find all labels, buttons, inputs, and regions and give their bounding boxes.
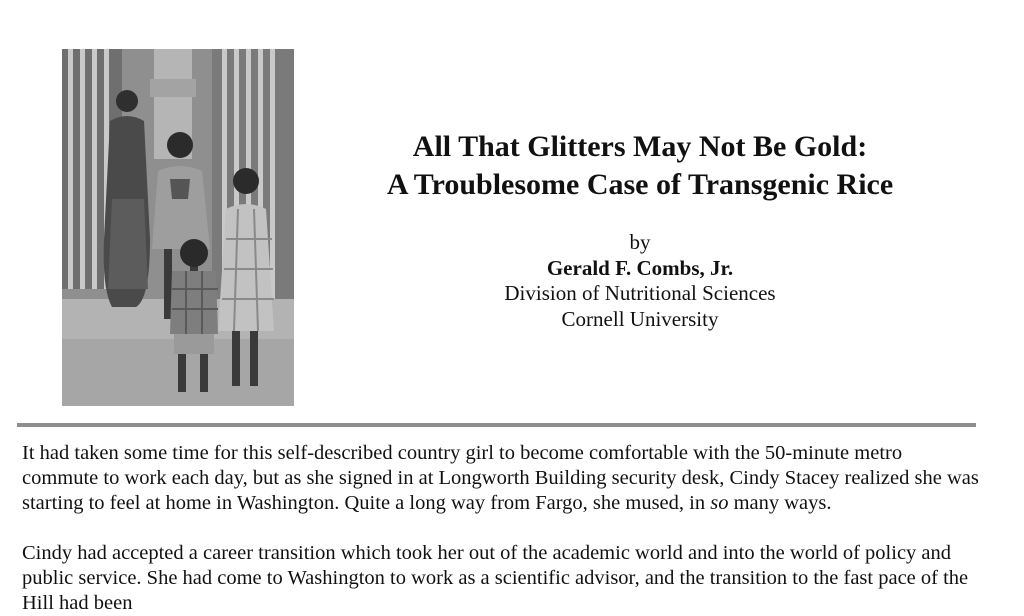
title-block: [330, 128, 950, 204]
family-photo: [62, 49, 294, 406]
byline: [330, 230, 950, 332]
family-photo-icon: [62, 49, 294, 406]
title-line-2: A Troublesome Case of Transgenic Rice: [386, 168, 894, 201]
title-line-1: All That Glitters May Not Be Gold:: [412, 130, 868, 163]
body-text: [22, 441, 982, 616]
horizontal-divider: [17, 423, 976, 427]
paragraph-1-start: It had taken some time for this self-described country girl to become comfortable with the 50-minute metro commute to work each day, but as she signed in at Longworth Building security desk, Cindy Stacey realized she was starting to feel at home in Washington. Quite a long way from Fargo, she mused, in: [22, 442, 979, 514]
author-department: Division of Nutritional Sciences: [504, 281, 776, 305]
paragraph-1-end: many ways.: [728, 492, 832, 514]
paragraph-1: [22, 441, 982, 516]
byline-by: by: [629, 230, 651, 254]
paragraph-1-emphasis: so: [710, 492, 729, 514]
paragraph-2: Cindy had accepted a career transition which took her out of the academic world and into the world of policy and public service. She had come to Washington to work as a scientific advisor, and the transition to the fast pace of the Hill had been: [22, 542, 969, 614]
author-university: Cornell University: [561, 306, 719, 331]
author-name: Gerald F. Combs, Jr.: [546, 255, 734, 280]
